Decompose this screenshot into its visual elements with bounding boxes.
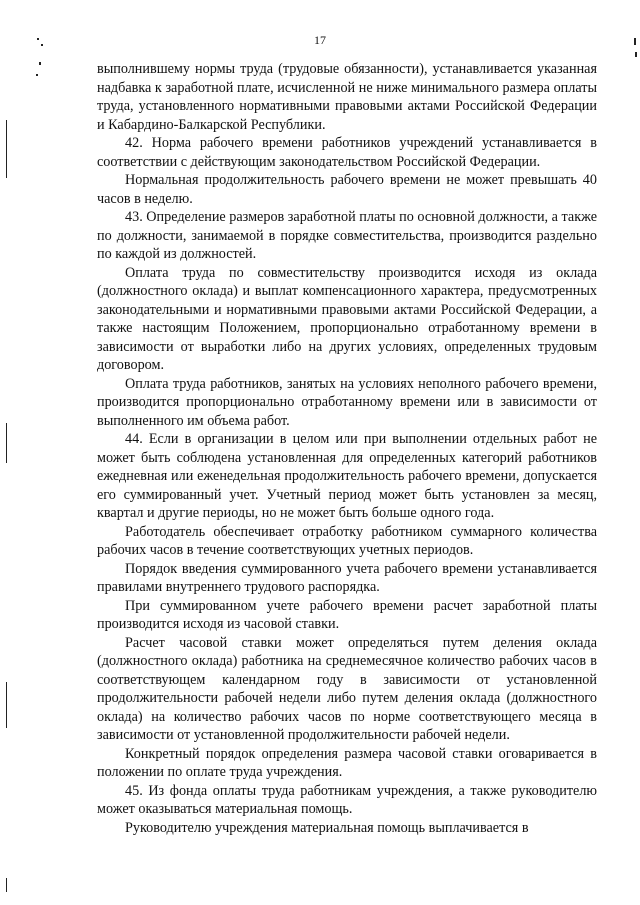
paragraph-continuation: выполнившему нормы труда (трудовые обязанности), устанавливается указанная надбавка к заработной плате, исчисленной не ниже минимального размера оплаты труда, установленного нормативными правовыми актами Российской Федерации и Кабардино-Балкарской Республики. bbox=[97, 61, 597, 133]
scan-mark-line bbox=[6, 878, 7, 892]
scan-mark-edge bbox=[634, 38, 636, 45]
scan-mark-line bbox=[6, 682, 7, 728]
paragraph-director-aid: Руководителю учреждения материальная помощь выплачивается в bbox=[125, 819, 529, 836]
paragraph-44-summarized-accounting: 44. Если в организации в целом или при выполнении отдельных работ не может быть соблюдена установленная для определенных категорий работников ежедневная или еженедельная продолжительность рабочего времени, допускается его суммированный учет. Учетный период может быть установлен за месяц, квартал и другие периоды, но не может быть больше одного года. bbox=[97, 431, 597, 521]
paragraph-employer-ensures: Работодатель обеспечивает отработку работником суммарного количества рабочих часов в течение соответствующих учетных периодов. bbox=[97, 523, 597, 558]
paragraph-part-time-pay: Оплата труда работников, занятых на условиях неполного рабочего времени, производится пропорционально отработанному времени или в зависимости от выполненного им объема работ. bbox=[97, 375, 597, 429]
paragraph-45-material-aid: 45. Из фонда оплаты труда работникам учреждения, а также руководителю может оказываться материальная помощь. bbox=[97, 782, 597, 817]
paragraph-42-work-norm: 42. Норма рабочего времени работников учреждений устанавливается в соответствии с действующим законодательством Российской Федерации. bbox=[97, 135, 597, 170]
scan-mark-dot bbox=[36, 74, 38, 76]
paragraph-normal-hours: Нормальная продолжительность рабочего времени не может превышать 40 часов в неделю. bbox=[97, 172, 597, 207]
scan-mark-dot bbox=[39, 62, 41, 65]
document-body bbox=[97, 60, 597, 837]
page-number: 17 bbox=[314, 33, 326, 47]
scan-mark-dot bbox=[37, 38, 39, 40]
scan-mark-line bbox=[6, 423, 7, 463]
paragraph-part-time-combination: Оплата труда по совместительству производится исходя из оклада (должностного оклада) и выплат компенсационного характера, предусмотренных законодательными и нормативными правовыми актами Российской Федерации, а также настоящим Положением, пропорционально отработанному времени в зависимости от выработки либо на других условиях, определенных трудовым договором. bbox=[97, 264, 597, 373]
scan-mark-line bbox=[6, 120, 7, 178]
paragraph-specific-procedure: Конкретный порядок определения размера часовой ставки оговаривается в положении по оплате труда учреждения. bbox=[97, 745, 597, 780]
scan-mark-dot bbox=[41, 44, 43, 46]
paragraph-introduction-procedure: Порядок введения суммированного учета рабочего времени устанавливается правилами внутреннего трудового распорядка. bbox=[97, 560, 597, 595]
paragraph-hourly-rate-basis: При суммированном учете рабочего времени расчет заработной платы производится исходя из часовой ставки. bbox=[97, 597, 597, 632]
paragraph-43-salary-determination: 43. Определение размеров заработной платы по основной должности, а также по должности, занимаемой в порядке совместительства, производится раздельно по каждой из должностей. bbox=[97, 209, 597, 262]
paragraph-hourly-rate-calculation: Расчет часовой ставки может определяться путем деления оклада (должностного оклада) работника на среднемесячное количество рабочих часов в соответствующем календарном году в зависимости от установленной продолжительности рабочей недели либо путем деления оклада (должностного оклада) на количество рабочих часов по норме соответствующего месяца в зависимости от установленной продолжительности рабочей недели. bbox=[97, 634, 597, 743]
scan-mark-edge bbox=[635, 52, 637, 57]
